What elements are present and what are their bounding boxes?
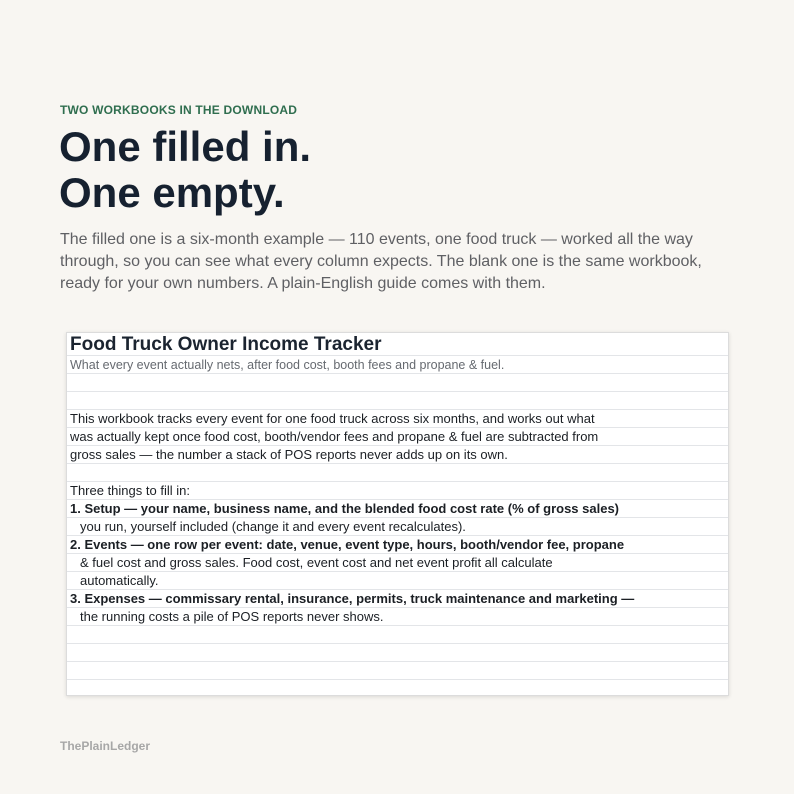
sheet-paragraph-line: gross sales — the number a stack of POS reports never adds up on its own. (67, 446, 728, 464)
sheet-list-intro: Three things to fill in: (67, 482, 728, 500)
sheet-empty-row (67, 626, 728, 644)
sheet-paragraph-line: This workbook tracks every event for one food truck across six months, and works out what (67, 410, 728, 428)
sheet-empty-row (67, 374, 728, 392)
sheet-empty-row (67, 644, 728, 662)
sheet-empty-row (67, 662, 728, 680)
headline (59, 124, 311, 216)
sheet-item-setup: 1. Setup — your name, business name, and the blended food cost rate (% of gross sales) (67, 500, 728, 518)
sheet-item-expenses: 3. Expenses — commissary rental, insurance, permits, truck maintenance and marketing — (67, 590, 728, 608)
headline-line-2: One empty. (59, 169, 285, 216)
spreadsheet-preview (66, 332, 729, 696)
sheet-item-expenses-cont: the running costs a pile of POS reports never shows. (67, 608, 728, 626)
sheet-empty-row (67, 680, 728, 696)
sheet-item-events: 2. Events — one row per event: date, venue, event type, hours, booth/vendor fee, propane (67, 536, 728, 554)
sheet-item-events-cont: automatically. (67, 572, 728, 590)
sheet-subtitle: What every event actually nets, after food cost, booth fees and propane & fuel. (67, 356, 728, 374)
sheet-title: Food Truck Owner Income Tracker (67, 333, 728, 356)
sheet-item-setup-cont: you run, yourself included (change it and every event recalculates). (67, 518, 728, 536)
eyebrow-label: TWO WORKBOOKS IN THE DOWNLOAD (60, 103, 298, 117)
sheet-rows (67, 333, 728, 696)
brand-footer: ThePlainLedger (60, 739, 151, 753)
sheet-empty-row (67, 392, 728, 410)
sheet-empty-row (67, 464, 728, 482)
headline-line-1: One filled in. (59, 123, 312, 170)
intro-paragraph: The filled one is a six-month example — 110 events, one food truck — worked all the way through, so you can see what every column expects. The blank one is the same workbook, ready for your own numbers. A plain-English guide comes with them. (60, 231, 702, 292)
sheet-paragraph-line: was actually kept once food cost, booth/vendor fees and propane & fuel are subtracted from (67, 428, 728, 446)
sheet-item-events-cont: & fuel cost and gross sales. Food cost, event cost and net event profit all calculate (67, 554, 728, 572)
